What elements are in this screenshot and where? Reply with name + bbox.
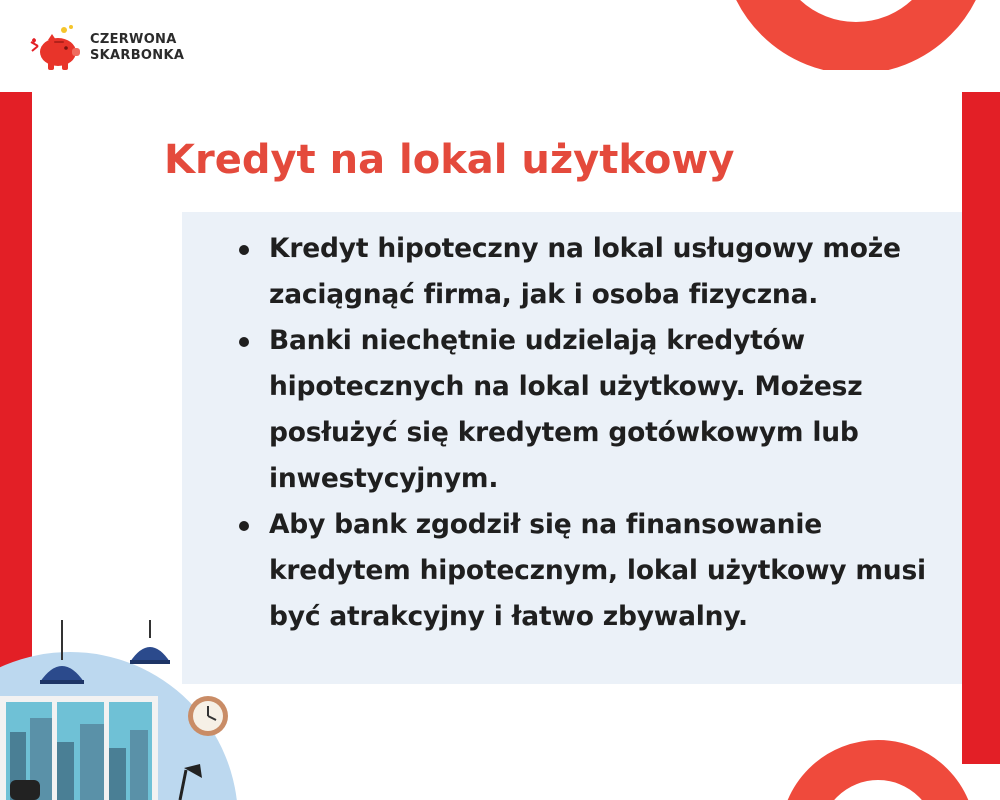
page-title: Kredyt na lokal użytkowy <box>164 137 735 183</box>
office-chair <box>10 780 40 800</box>
brand-name-line1: CZERWONA <box>90 32 177 47</box>
decorative-ring-bottom <box>778 738 978 800</box>
bullet-text: Banki niechętnie udzielają kredytów hipotecznych na lokal użytkowy. Możesz posłużyć się kredytem gotówkowym lub inwestycyjnym. <box>269 325 863 494</box>
pendant-lamp-icon <box>40 620 84 684</box>
bullet-item <box>236 318 936 502</box>
bullet-list <box>236 226 936 640</box>
piggy-bank-logo-icon <box>28 24 84 72</box>
accent-bar-left <box>0 92 32 672</box>
bullet-text: Kredyt hipoteczny na lokal usługowy może zaciągnąć firma, jak i osoba fizyczna. <box>269 233 901 310</box>
brand-logo[interactable] <box>28 24 184 72</box>
brand-name-line2: SKARBONKA <box>90 48 185 63</box>
office-illustration <box>0 620 240 800</box>
brand-name <box>90 32 184 64</box>
bullet-dot-icon <box>239 521 249 531</box>
accent-bar-right <box>962 92 1000 764</box>
bullet-dot-icon <box>239 245 249 255</box>
wall-clock-icon <box>188 696 228 736</box>
pendant-lamp-icon <box>130 620 170 664</box>
bullet-dot-icon <box>239 337 249 347</box>
bullet-text: Aby bank zgodził się na finansowanie kredytem hipotecznym, lokal użytkowy musi być atrakcyjny i łatwo zbywalny. <box>269 509 926 632</box>
bullet-item <box>236 226 936 318</box>
decorative-ring-top <box>706 0 1000 70</box>
bullet-item <box>236 502 936 640</box>
